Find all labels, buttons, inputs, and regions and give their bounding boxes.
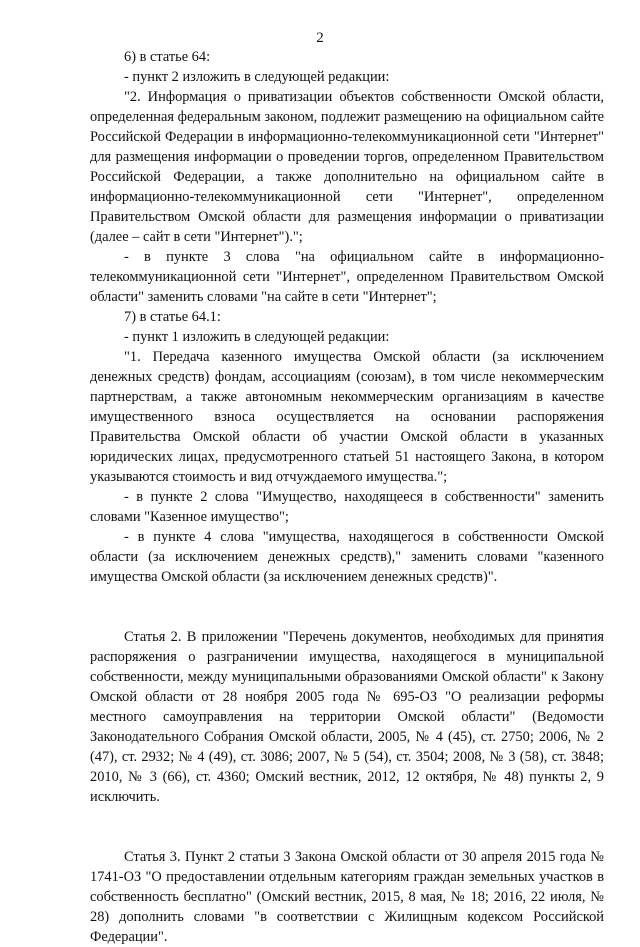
- section-spacer: [90, 587, 604, 627]
- article-2: Статья 2. В приложении "Перечень документов, необходимых для принятия распоряжения о разграничении имущества, находящегося в муниципальной собственности, между муниципальными образованиями Омской области" к Закону Омской области от 28 ноября 2005 года № 695-ОЗ "О реализации реформы местного самоуправления на территории Омской области" (Ведомости Законодательного Собрания Омской области, 2005, № 4 (45), ст. 2750; 2006, № 2 (47), ст. 2932; № 4 (49), ст. 3086; 2007, № 5 (54), ст. 3504; 2008, № 3 (58), ст. 3848; 2010, № 3 (66), ст. 4360; Омский вестник, 2012, 12 октября, № 48) пункты 2, 9 исключить.: [90, 629, 604, 805]
- paragraph: - в пункте 4 слова "имущества, находящегося в собственности Омской области (за исключением денежных средств)," заменить словами "казенного имущества Омской области (за исключением денежных средств)".: [90, 529, 604, 585]
- paragraph: - в пункте 2 слова "Имущество, находящееся в собственности" заменить словами "Казенное имущество";: [90, 489, 604, 525]
- section-spacer: [90, 807, 604, 847]
- article-3: Статья 3. Пункт 2 статьи 3 Закона Омской области от 30 апреля 2015 года № 1741-ОЗ "О предоставлении отдельным категориям граждан земельных участков в собственность бесплатно" (Омский вестник, 2015, 8 мая, № 18; 2016, 22 июля, № 28) дополнить словами "в соответствии с Жилищным кодексом Российской Федерации".: [90, 849, 604, 945]
- paragraph: - пункт 2 изложить в следующей редакции:: [124, 69, 390, 85]
- page-number: 2: [316, 30, 324, 46]
- paragraph: - пункт 1 изложить в следующей редакции:: [124, 329, 390, 345]
- paragraph: "1. Передача казенного имущества Омской области (за исключением денежных средств) фондам, ассоциациям (союзам), в том числе некоммерческим партнерствам, а также автономным некоммерческим организациям в качестве имущественного взноса осуществляется на основании распоряжения Правительства Омской области об участии Омской области в указанных юридических лицах, предусмотренного статьей 51 настоящего Закона, в котором указываются стоимость и вид отчуждаемого имущества.";: [90, 349, 604, 485]
- paragraph: - в пункте 3 слова "на официальном сайте в информационно-телекоммуникационной сети "Интернет", определенном Правительством Омской области" заменить словами "на сайте в сети "Интернет";: [90, 249, 604, 305]
- document-body: [90, 47, 604, 947]
- paragraph: "2. Информация о приватизации объектов собственности Омской области, определенная федеральным законом, подлежит размещению на официальном сайте Российской Федерации в информационно-телекоммуникационной сети "Интернет" для размещения информации о проведении торгов, определенном Правительством Российской Федерации, а также дополнительно на официальном сайте в информационно-телекоммуникационной сети "Интернет", определенном Правительством Омской области для размещения информации о приватизации (далее – сайт в сети "Интернет").";: [90, 89, 604, 245]
- paragraph: 6) в статье 64:: [124, 49, 211, 65]
- paragraph: 7) в статье 64.1:: [124, 309, 221, 325]
